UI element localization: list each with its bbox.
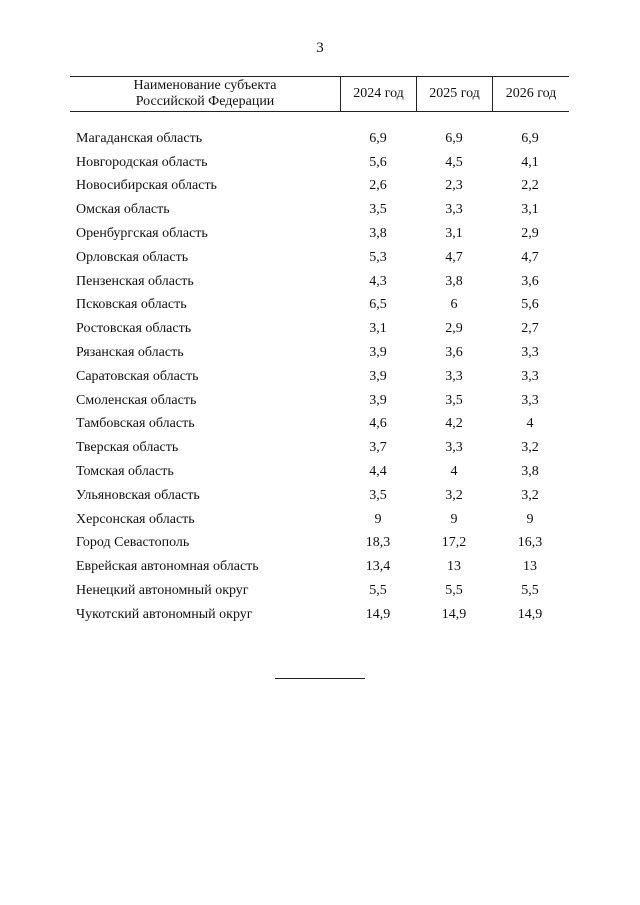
table-row <box>76 127 569 151</box>
value-2026-cell: 6,9 <box>521 130 539 146</box>
region-name-cell: Тверская область <box>76 440 179 456</box>
value-2026-cell: 3,1 <box>521 202 539 218</box>
value-2025-cell: 4 <box>450 464 458 480</box>
value-2024-cell: 18,3 <box>365 535 391 551</box>
value-2026-cell: 3,3 <box>521 345 539 361</box>
value-2024-cell: 6,9 <box>369 130 387 146</box>
value-2025-cell: 2,3 <box>445 178 463 194</box>
region-name-cell: Город Севастополь <box>76 535 190 551</box>
value-2026-cell: 3,2 <box>521 487 539 503</box>
value-2024-cell: 9 <box>374 511 382 527</box>
value-2024-cell: 4,6 <box>369 416 387 432</box>
value-2025-cell: 5,5 <box>445 583 463 599</box>
value-2025-cell: 2,9 <box>445 321 463 337</box>
region-name-cell: Ульяновская область <box>76 487 200 503</box>
table-row <box>76 555 569 579</box>
value-2025-cell: 3,5 <box>445 392 463 408</box>
value-2025-cell: 13 <box>447 559 461 575</box>
value-2025-cell: 14,9 <box>441 606 467 622</box>
column-header-2024: 2024 год <box>340 77 416 111</box>
table-row <box>76 532 569 556</box>
value-2025-cell: 4,2 <box>445 416 463 432</box>
value-2024-cell: 3,5 <box>369 202 387 218</box>
column-header-subject <box>70 77 340 111</box>
value-2026-cell: 2,2 <box>521 178 539 194</box>
column-header-2026: 2026 год <box>492 77 569 111</box>
region-name-cell: Ненецкий автономный округ <box>76 583 249 599</box>
table-row <box>76 460 569 484</box>
table-row <box>76 436 569 460</box>
value-2026-cell: 3,8 <box>521 464 539 480</box>
region-name-cell: Пензенская область <box>76 273 194 289</box>
value-2026-cell: 3,2 <box>521 440 539 456</box>
value-2024-cell: 4,3 <box>369 273 387 289</box>
end-of-document-rule <box>275 678 365 679</box>
table-row <box>76 484 569 508</box>
value-2024-cell: 5,6 <box>369 154 387 170</box>
value-2025-cell: 4,7 <box>445 249 463 265</box>
value-2024-cell: 5,3 <box>369 249 387 265</box>
table-row <box>76 389 569 413</box>
table-row <box>76 151 569 175</box>
table-row <box>76 508 569 532</box>
page-number: 3 <box>316 40 324 56</box>
value-2024-cell: 3,9 <box>369 345 387 361</box>
value-2024-cell: 2,6 <box>369 178 387 194</box>
column-header-subject-line2: Российской Федерации <box>135 94 275 109</box>
value-2025-cell: 3,3 <box>445 368 463 384</box>
value-2025-cell: 3,1 <box>445 226 463 242</box>
value-2024-cell: 3,5 <box>369 487 387 503</box>
region-name-cell: Ростовская область <box>76 321 192 337</box>
region-name-cell: Оренбургская область <box>76 226 208 242</box>
value-2024-cell: 3,9 <box>369 392 387 408</box>
value-2026-cell: 3,3 <box>521 392 539 408</box>
value-2026-cell: 5,6 <box>521 297 539 313</box>
value-2025-cell: 6 <box>450 297 458 313</box>
value-2026-cell: 2,9 <box>521 226 539 242</box>
value-2026-cell: 3,6 <box>521 273 539 289</box>
region-name-cell: Тамбовская область <box>76 416 195 432</box>
value-2026-cell: 4,1 <box>521 154 539 170</box>
value-2026-cell: 14,9 <box>517 606 543 622</box>
table-body <box>76 127 569 627</box>
table-row <box>76 270 569 294</box>
column-header-2025: 2025 год <box>416 77 492 111</box>
region-name-cell: Новгородская область <box>76 154 208 170</box>
region-name-cell: Томская область <box>76 464 174 480</box>
value-2024-cell: 3,9 <box>369 368 387 384</box>
value-2026-cell: 4,7 <box>521 249 539 265</box>
region-name-cell: Еврейская автономная область <box>76 559 259 575</box>
value-2026-cell: 9 <box>526 511 534 527</box>
value-2025-cell: 6,9 <box>445 130 463 146</box>
table-row <box>76 175 569 199</box>
value-2024-cell: 3,7 <box>369 440 387 456</box>
table-row <box>76 413 569 437</box>
table-row <box>76 294 569 318</box>
region-name-cell: Саратовская область <box>76 368 199 384</box>
value-2026-cell: 13 <box>523 559 537 575</box>
value-2026-cell: 2,7 <box>521 321 539 337</box>
value-2025-cell: 9 <box>450 511 458 527</box>
value-2026-cell: 5,5 <box>521 583 539 599</box>
region-name-cell: Чукотский автономный округ <box>76 606 253 622</box>
table-row <box>76 579 569 603</box>
column-header-subject-line1: Наименование субъекта <box>133 78 277 93</box>
value-2024-cell: 3,8 <box>369 226 387 242</box>
value-2024-cell: 13,4 <box>365 559 391 575</box>
region-name-cell: Омская область <box>76 202 170 218</box>
table-row <box>76 198 569 222</box>
region-name-cell: Орловская область <box>76 249 189 265</box>
table-row <box>76 341 569 365</box>
value-2024-cell: 14,9 <box>365 606 391 622</box>
value-2026-cell: 4 <box>526 416 534 432</box>
region-name-cell: Новосибирская область <box>76 178 217 194</box>
region-name-cell: Рязанская область <box>76 345 184 361</box>
table-row <box>76 365 569 389</box>
value-2025-cell: 4,5 <box>445 154 463 170</box>
table-row <box>76 246 569 270</box>
table-row <box>76 222 569 246</box>
value-2025-cell: 3,2 <box>445 487 463 503</box>
region-name-cell: Херсонская область <box>76 511 195 527</box>
table-row <box>76 317 569 341</box>
value-2025-cell: 3,8 <box>445 273 463 289</box>
value-2024-cell: 3,1 <box>369 321 387 337</box>
value-2026-cell: 3,3 <box>521 368 539 384</box>
region-name-cell: Магаданская область <box>76 130 203 146</box>
region-name-cell: Псковская область <box>76 297 187 313</box>
value-2025-cell: 3,6 <box>445 345 463 361</box>
value-2025-cell: 3,3 <box>445 440 463 456</box>
value-2024-cell: 6,5 <box>369 297 387 313</box>
value-2024-cell: 4,4 <box>369 464 387 480</box>
region-name-cell: Смоленская область <box>76 392 197 408</box>
value-2024-cell: 5,5 <box>369 583 387 599</box>
value-2025-cell: 17,2 <box>441 535 467 551</box>
table-header <box>70 76 569 112</box>
value-2025-cell: 3,3 <box>445 202 463 218</box>
value-2026-cell: 16,3 <box>517 535 543 551</box>
table-row <box>76 603 569 627</box>
